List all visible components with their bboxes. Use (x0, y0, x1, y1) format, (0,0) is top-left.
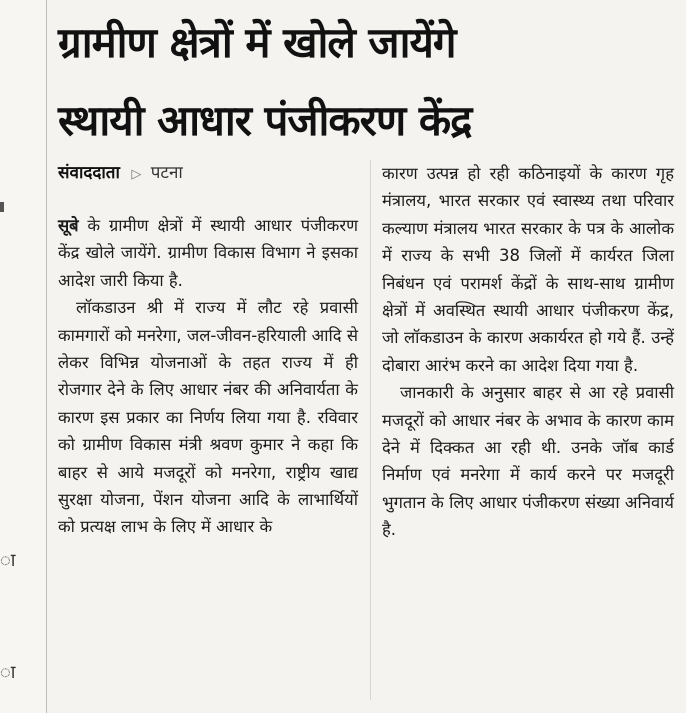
byline (58, 160, 183, 186)
headline (58, 4, 676, 160)
byline-city: पटना (150, 163, 183, 183)
paragraph-lead-word: सूबे (58, 216, 79, 235)
headline-line-2: स्थायी आधार पंजीकरण केंद्र (58, 96, 472, 145)
column-separator (370, 160, 371, 700)
byline-author: संवाददाता (58, 163, 120, 183)
paragraph: कारण उत्पन्न हो रही कठिनाइयों के कारण गृह मंत्रालय, भारत सरकार एवं स्वास्थ्य तथा परिवार कल्याण मंत्रालय भारत सरकार के पत्र के आलोक में राज्य के सभी 38 जिलों में कार्यरत जिला निबंधन एवं परामर्श केंद्रों के साथ-साथ ग्रामीण क्षेत्रों में अवस्थित स्थायी आधार पंजीकरण केंद्र, जो लॉकडाउन के कारण अकार्यरत हो गये हैं. उन्हें दोबारा आरंभ करने का आदेश दिया गया है. (382, 164, 674, 375)
byline-arrow-icon: ▷ (131, 167, 142, 182)
paragraph: लॉकडाउन श्री में राज्य में लौट रहे प्रवासी कामगारों को मनरेगा, जल-जीवन-हरियाली आदि से लेकर विभिन्न योजनाओं के तहत राज्य में ही रोजगार देने के लिए आधार नंबर की अनिवार्यता के कारण इस प्रकार का निर्णय लिया गया है. रविवार को ग्रामीण विकास मंत्री श्रवण कुमार ने कहा कि बाहर से आये मजदूरों को मनरेगा, राष्ट्रीय खाद्य सुरक्षा योजना, पेंशन योजना आदि के लाभार्थियों को प्रत्यक्ष लाभ के लिए में आधार के (58, 298, 358, 537)
paragraph (58, 212, 358, 294)
adjacent-column-edge (0, 0, 46, 713)
edge-text-fragment: ा (0, 662, 16, 683)
edge-mark (0, 202, 4, 212)
edge-text-fragment: ा (0, 550, 16, 571)
article-left-column (58, 212, 358, 541)
column-rule (46, 0, 47, 713)
headline-line-1: ग्रामीण क्षेत्रों में खोले जायेंगे (58, 18, 456, 67)
article-right-column (382, 160, 674, 544)
paragraph-text: के ग्रामीण क्षेत्रों में स्थायी आधार पंजीकरण केंद्र खोले जायेंगे. ग्रामीण विकास विभाग ने इसका आदेश जारी किया है. (58, 216, 358, 290)
paragraph: जानकारी के अनुसार बाहर से आ रहे प्रवासी मजदूरों को आधार नंबर के अभाव के कारण काम देने में दिक्कत आ रही थी. उनके जॉब कार्ड निर्माण एवं मनरेगा में कार्य करने पर मजदूरी भुगतान के लिए आधार पंजीकरण संख्या अनिवार्य है. (382, 383, 674, 540)
